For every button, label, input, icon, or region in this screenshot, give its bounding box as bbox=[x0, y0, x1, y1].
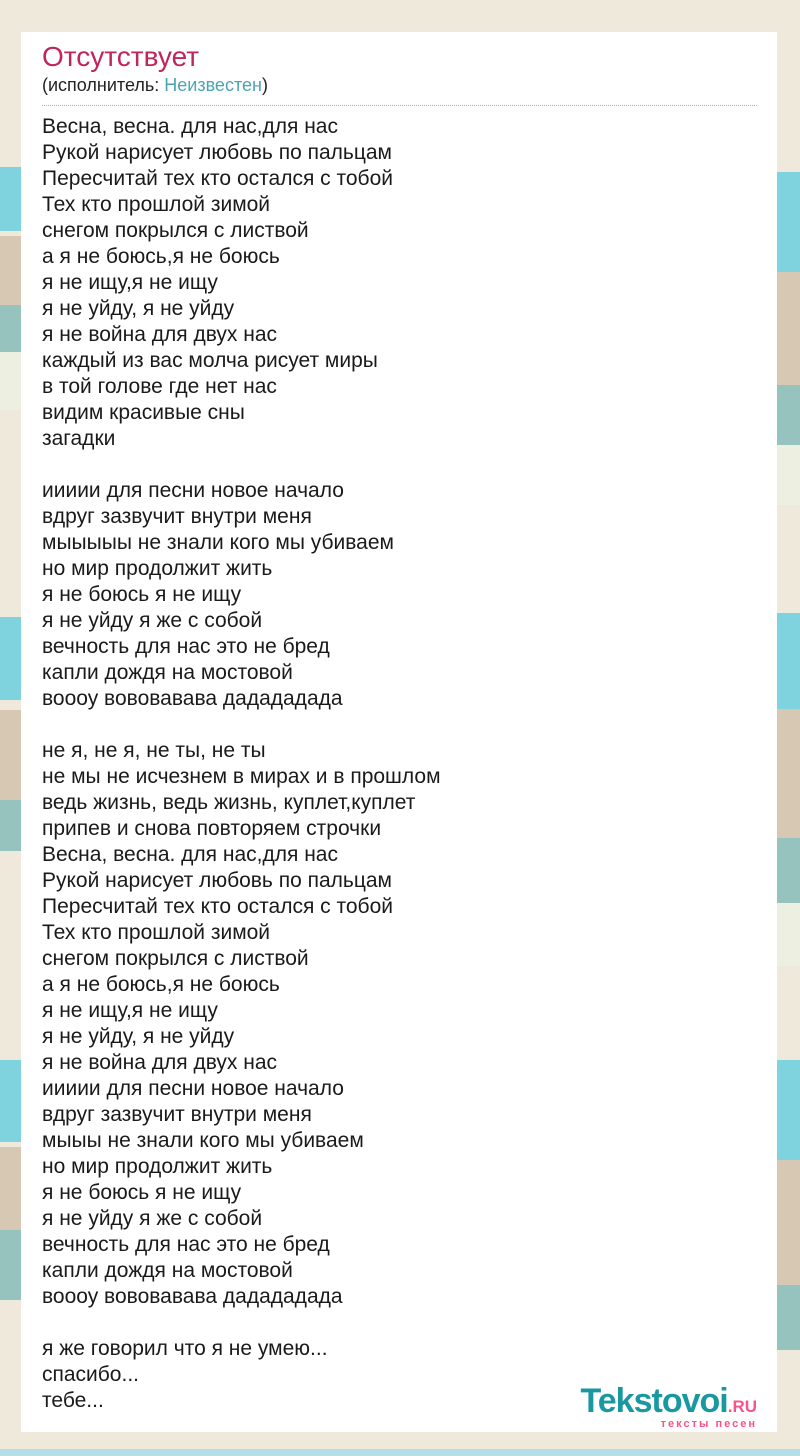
lyrics-line: я не уйду я же с собой bbox=[42, 1207, 263, 1230]
lyrics-line: а я не боюсь,я не боюсь bbox=[42, 973, 280, 996]
site-logo-tagline: тексты песен bbox=[660, 1418, 757, 1430]
page-title: Отсутствует bbox=[42, 41, 200, 72]
lyrics-line: ведь жизнь, ведь жизнь, куплет,куплет bbox=[42, 791, 416, 814]
site-logo-tld: .RU bbox=[727, 1397, 757, 1416]
lyrics-line: но мир продолжит жить bbox=[42, 557, 273, 580]
lyrics-line: вдруг зазвучит внутри меня bbox=[42, 505, 312, 528]
lyrics-line: а я не боюсь,я не боюсь bbox=[42, 245, 280, 268]
lyrics-line: я не уйду я же с собой bbox=[42, 609, 263, 632]
lyrics-line: я не война для двух нас bbox=[42, 323, 278, 346]
lyrics-line: воооу вововавава дадададада bbox=[42, 687, 343, 710]
lyrics-line: я не уйду, я не уйду bbox=[42, 1025, 235, 1048]
lyrics-line: Тех кто прошлой зимой bbox=[42, 193, 271, 216]
lyrics-line: я не боюсь я не ищу bbox=[42, 583, 242, 606]
lyrics-line: вечность для нас это не бред bbox=[42, 635, 330, 658]
artist-link[interactable]: Неизвестен bbox=[164, 75, 262, 95]
artist-label-suffix: ) bbox=[261, 75, 268, 95]
lyrics-line: я не боюсь я не ищу bbox=[42, 1181, 242, 1204]
site-logo-name: Tekstovoi bbox=[580, 1382, 728, 1420]
lyrics-line: капли дождя на мостовой bbox=[42, 661, 293, 684]
lyrics-card bbox=[21, 32, 777, 1432]
artist-line bbox=[42, 74, 757, 106]
lyrics-line: мыыы не знали кого мы убиваем bbox=[42, 1129, 364, 1152]
lyrics-line: Пересчитай тех кто остался с тобой bbox=[42, 895, 393, 918]
lyrics-line: Рукой нарисует любовь по пальцам bbox=[42, 869, 392, 892]
lyrics-line: Тех кто прошлой зимой bbox=[42, 921, 271, 944]
lyrics-paragraph bbox=[42, 478, 757, 712]
lyrics-paragraph bbox=[42, 738, 757, 1310]
lyrics-line: иииии для песни новое начало bbox=[42, 1077, 344, 1100]
site-logo-wordmark bbox=[581, 1384, 757, 1418]
site-logo[interactable] bbox=[581, 1384, 757, 1430]
lyrics-text bbox=[42, 114, 757, 1414]
background-stripes-right bbox=[777, 30, 800, 1432]
background-stripes-left bbox=[0, 30, 21, 1432]
lyrics-line: я же говорил что я не умею... bbox=[42, 1337, 328, 1360]
lyrics-line: капли дождя на мостовой bbox=[42, 1259, 293, 1282]
lyrics-line: я не война для двух нас bbox=[42, 1051, 278, 1074]
lyrics-line: спасибо... bbox=[42, 1363, 139, 1386]
lyrics-paragraph bbox=[42, 114, 757, 452]
lyrics-line: вечность для нас это не бред bbox=[42, 1233, 330, 1256]
lyrics-line: но мир продолжит жить bbox=[42, 1155, 273, 1178]
lyrics-line: припев и снова повторяем строчки bbox=[42, 817, 382, 840]
lyrics-line: воооу вововавава дадададада bbox=[42, 1285, 343, 1308]
lyrics-line: каждый из вас молча рисует миры bbox=[42, 349, 378, 372]
lyrics-line: Весна, весна. для нас,для нас bbox=[42, 115, 338, 138]
lyrics-line: тебе... bbox=[42, 1389, 104, 1412]
lyrics-line: не я, не я, не ты, не ты bbox=[42, 739, 266, 762]
lyrics-line: Рукой нарисует любовь по пальцам bbox=[42, 141, 392, 164]
artist-label-prefix: (исполнитель: bbox=[42, 75, 165, 95]
lyrics-line: я не уйду, я не уйду bbox=[42, 297, 235, 320]
lyrics-line: в той голове где нет нас bbox=[42, 375, 277, 398]
lyrics-line: Пересчитай тех кто остался с тобой bbox=[42, 167, 393, 190]
lyrics-line: иииии для песни новое начало bbox=[42, 479, 344, 502]
lyrics-line: мыыыыы не знали кого мы убиваем bbox=[42, 531, 394, 554]
lyrics-line: не мы не исчезнем в мирах и в прошлом bbox=[42, 765, 441, 788]
lyrics-line: снегом покрылся с листвой bbox=[42, 219, 309, 242]
lyrics-line: Весна, весна. для нас,для нас bbox=[42, 843, 338, 866]
lyrics-line: снегом покрылся с листвой bbox=[42, 947, 309, 970]
lyrics-line: я не ищу,я не ищу bbox=[42, 271, 218, 294]
background-bottom-strip bbox=[0, 1449, 800, 1456]
lyrics-line: видим красивые сны bbox=[42, 401, 245, 424]
lyrics-line: вдруг зазвучит внутри меня bbox=[42, 1103, 312, 1126]
lyrics-line: загадки bbox=[42, 427, 116, 450]
lyrics-line: я не ищу,я не ищу bbox=[42, 999, 218, 1022]
